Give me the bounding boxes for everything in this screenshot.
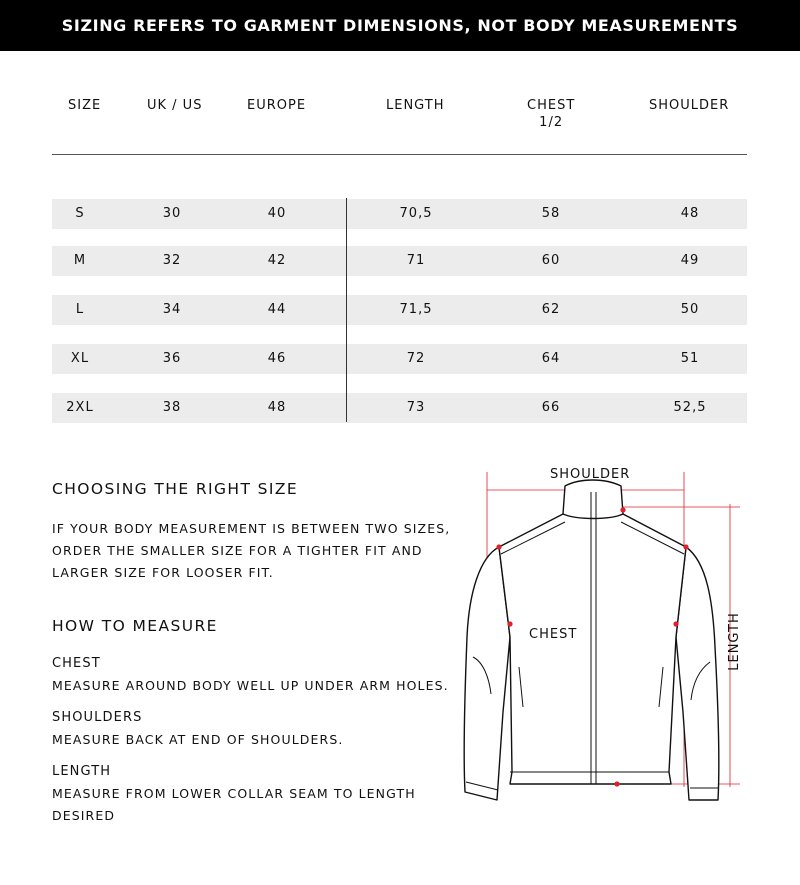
table-row [52, 246, 747, 276]
cell-europe: 40 [267, 206, 287, 221]
cell-length: 71,5 [399, 302, 433, 317]
cell-length: 73 [406, 400, 426, 415]
shoulders-desc: MEASURE BACK AT END OF SHOULDERS. [52, 732, 344, 747]
cell-europe: 44 [267, 302, 287, 317]
cell-length: 71 [406, 253, 426, 268]
table-row [52, 344, 747, 374]
cell-uk-us: 32 [162, 253, 182, 268]
how-title: HOW TO MEASURE [52, 617, 218, 635]
cell-chest: 58 [541, 206, 561, 221]
header-chest [527, 97, 575, 131]
cell-size: XL [70, 351, 90, 366]
cell-europe: 46 [267, 351, 287, 366]
header-shoulder: SHOULDER [649, 98, 730, 113]
shoulders-term: SHOULDERS [52, 710, 143, 725]
cell-uk-us: 34 [162, 302, 182, 317]
header-uk-us: UK / US [147, 98, 203, 113]
sizing-banner: SIZING REFERS TO GARMENT DIMENSIONS, NOT BODY MEASUREMENTS [0, 0, 800, 51]
cell-chest: 60 [541, 253, 561, 268]
choosing-title: CHOOSING THE RIGHT SIZE [52, 480, 299, 498]
cell-size: S [75, 206, 85, 221]
cell-europe: 48 [267, 400, 287, 415]
cell-length: 72 [406, 351, 426, 366]
table-row [52, 295, 747, 325]
header-chest-label: CHEST [527, 98, 576, 113]
cell-shoulder: 49 [680, 253, 700, 268]
jacket-diagram [455, 462, 755, 807]
cell-size: M [73, 253, 87, 268]
length-desc [52, 783, 416, 827]
header-divider [52, 154, 747, 155]
cell-length: 70,5 [399, 206, 433, 221]
header-europe: EUROPE [247, 98, 307, 113]
choosing-line: IF YOUR BODY MEASUREMENT IS BETWEEN TWO SIZES, [52, 521, 451, 536]
chest-desc: MEASURE AROUND BODY WELL UP UNDER ARM HOLES. [52, 678, 449, 693]
cell-uk-us: 38 [162, 400, 182, 415]
cell-shoulder: 51 [680, 351, 700, 366]
cell-chest: 64 [541, 351, 561, 366]
chest-term: CHEST [52, 656, 101, 671]
table-row [52, 393, 747, 423]
length-label: LENGTH [726, 612, 742, 671]
header-size: SIZE [68, 98, 102, 113]
header-chest-sub: 1/2 [539, 115, 564, 130]
column-divider [346, 198, 347, 422]
header-length: LENGTH [386, 98, 445, 113]
cell-uk-us: 36 [162, 351, 182, 366]
chest-label: CHEST [529, 627, 578, 642]
table-row [52, 199, 747, 229]
choosing-text [52, 518, 450, 584]
cell-chest: 66 [541, 400, 561, 415]
cell-shoulder: 52,5 [673, 400, 707, 415]
cell-uk-us: 30 [162, 206, 182, 221]
choosing-line: ORDER THE SMALLER SIZE FOR A TIGHTER FIT AND [52, 543, 423, 558]
length-term: LENGTH [52, 764, 112, 779]
cell-europe: 42 [267, 253, 287, 268]
shoulder-label: SHOULDER [550, 467, 631, 482]
cell-shoulder: 50 [680, 302, 700, 317]
cell-chest: 62 [541, 302, 561, 317]
choosing-line: LARGER SIZE FOR LOOSER FIT. [52, 565, 274, 580]
cell-size: 2XL [66, 400, 94, 415]
cell-shoulder: 48 [680, 206, 700, 221]
length-desc-line: DESIRED [52, 808, 116, 823]
cell-size: L [75, 302, 85, 317]
length-desc-line: MEASURE FROM LOWER COLLAR SEAM TO LENGTH [52, 786, 416, 801]
